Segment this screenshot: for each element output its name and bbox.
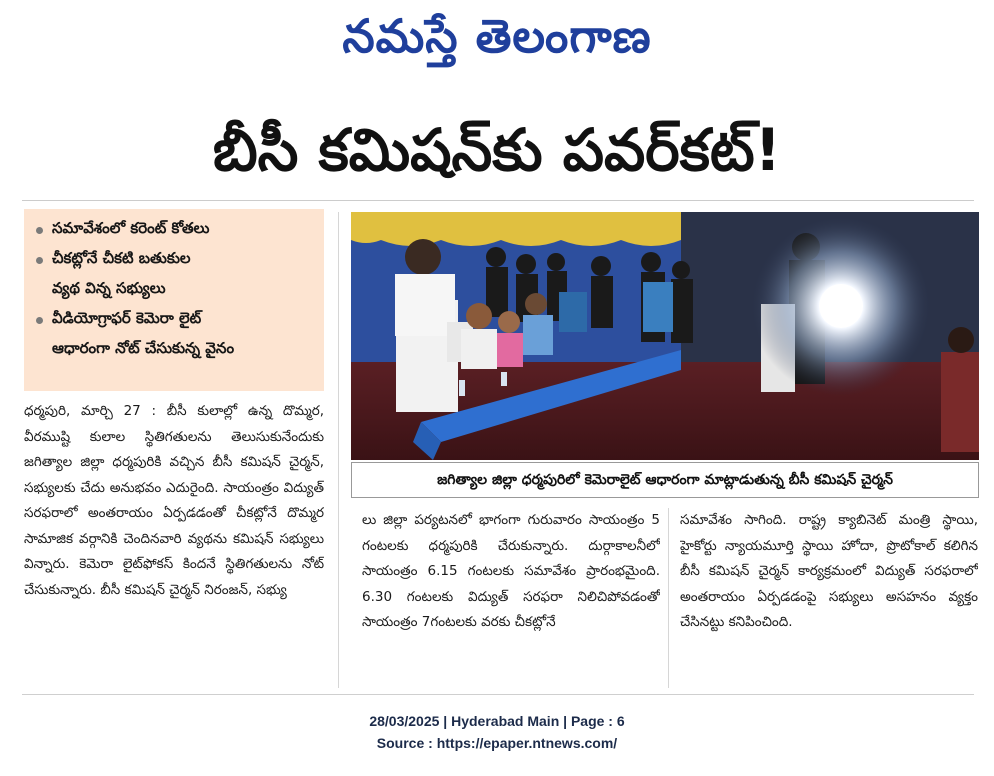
bullet-dot-icon	[36, 257, 43, 264]
highlight-item	[36, 215, 314, 245]
newspaper-masthead: నమస్తే తెలంగాణ	[342, 9, 652, 63]
bullet-dot-icon	[36, 317, 43, 324]
highlight-item	[36, 305, 314, 335]
edition-info: 28/03/2025 | Hyderabad Main | Page : 6	[369, 713, 625, 729]
page-footer	[0, 710, 994, 754]
highlight-item-continued	[36, 335, 314, 365]
footer-divider	[22, 694, 974, 695]
highlight-text: ఆధారంగా నోట్‌ చేసుకున్న వైనం	[52, 339, 235, 357]
highlight-text: సమావేశంలో కరెంట్‌ కోతలు	[52, 219, 210, 237]
article-headline: బీసీ కమిషన్‌కు పవర్‌కట్‌!	[212, 116, 782, 184]
article-column-3: సమావేశం సాగింది. రాష్ట్ర క్యాబినెట్‌ మంత్రి స్థాయి, హైకోర్టు న్యాయమూర్తి స్థాయి హోదా, ప్రొటోకాల్‌ కలిగిన బీసీ కమిషన్‌ చైర్మన్‌ కార్యక్రమంలో విద్యుత్‌ సరఫరాలో అంతరాయం ఏర్పడడంపై సభ్యులు అసహనం వ్యక్తం చేసినట్టు కనిపించింది.	[680, 512, 978, 630]
bullet-dot-icon	[36, 227, 43, 234]
photo-caption: జగిత్యాల జిల్లా ధర్మపురిలో కెమెరాలైట్‌ ఆధారంగా మాట్లాడుతున్న బీసీ కమిషన్‌ చైర్మన్‌	[351, 462, 979, 498]
article-column-1: ధర్మపురి, మార్చి 27 : బీసీ కులాల్లో ఉన్న దొమ్మర, వీరముష్టి కులాల స్థితిగతులను తెలుసుకునేందుకు జగిత్యాల జిల్లా ధర్మపురికి వచ్చిన బీసీ కమిషన్‌ చైర్మన్‌, సభ్యులకు చేదు అనుభవం ఎదురైంది. సాయంత్రం విద్యుత్‌ సరఫరాలో అంతరాయం ఏర్పడడంతో చీకట్లోనే దొమ్మర సామాజిక వర్గానికి చెందినవారి వ్యథను కమిషన్‌ సభ్యులు విన్నారు. కెమెరా లైట్‌ఫోకస్‌ కిందనే స్థితిగతులను నోట్‌ చేసుకున్నారు. బీసీ కమిషన్‌ చైర్మన్‌ నిరంజన్‌, సభ్యు	[24, 403, 324, 598]
column-divider	[338, 212, 339, 688]
article-column-2: లు జిల్లా పర్యటనలో భాగంగా గురువారం సాయంత్రం 5 గంటలకు ధర్మపురికి చేరుకున్నారు. దుర్గాకాలనీలో సాయంత్రం 6.15 గంటలకు సమావేశం ప్రారంభమైంది. 6.30 గంటలకు విద్యుత్‌ సరఫరా నిలిచిపోవడంతో సాయంత్రం 7గంటలకు వరకు చీకట్లోనే	[362, 512, 660, 630]
highlight-text: వ్యథ విన్న సభ్యులు	[52, 279, 166, 297]
headline-divider	[22, 200, 974, 201]
highlight-item-continued	[36, 275, 314, 305]
news-photo	[351, 212, 979, 460]
column-divider	[668, 508, 669, 688]
highlight-text: వీడియోగ్రాఫర్‌ కెమెరా లైట్‌	[52, 309, 202, 327]
highlights-box	[24, 209, 324, 391]
source-link[interactable]: Source : https://epaper.ntnews.com/	[376, 735, 618, 751]
highlight-text: చీకట్లోనే చీకటి బతుకుల	[52, 249, 191, 267]
highlight-item	[36, 245, 314, 275]
